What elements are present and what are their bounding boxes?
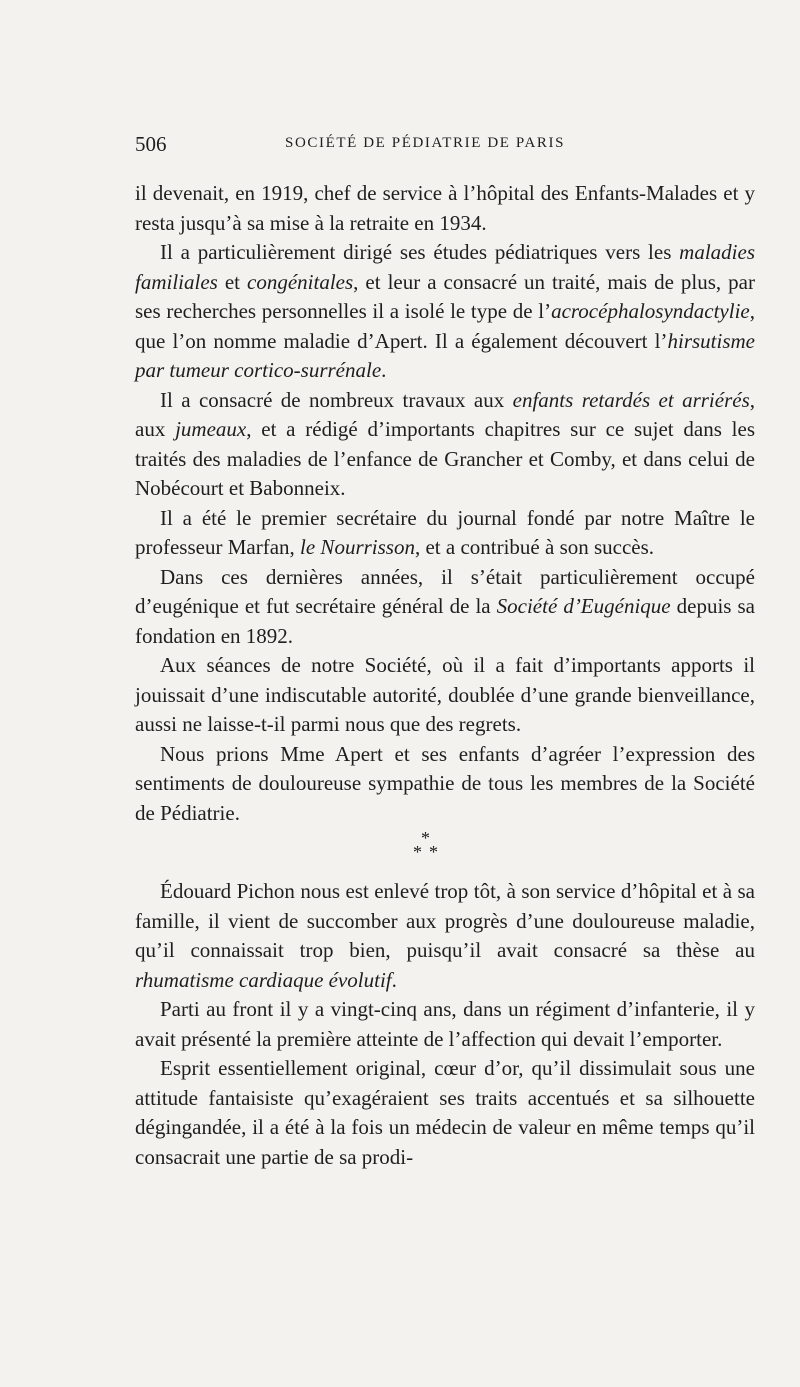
text-run: , aux xyxy=(135,387,755,441)
text-run: Esprit essentiellement original, cœur d’or, qu’il dissimulait sous une attitude fantaisiste qu’exagéraient ses traits accentués et sa silhouette dégingandée, il a été à la fois un médecin de valeur en même temps qu’il consacrait une partie de sa prodi- xyxy=(135,1056,755,1169)
italic-text: hirsutisme par tumeur cortico-surrénale xyxy=(135,328,755,382)
text-run: Dans ces dernières années, il s’était particulièrement occupé d’eugénique et fut secrétaire général de la xyxy=(135,564,755,618)
paragraph xyxy=(135,179,755,238)
text-run: Édouard Pichon nous est enlevé trop tôt, à son service d’hôpital et à sa famille, il vient de succomber aux progrès d’une douloureuse maladie, qu’il connaissait trop bien, puisqu’il avait consacré sa thèse au xyxy=(135,879,755,962)
italic-text: maladies familiales xyxy=(135,240,755,294)
italic-text: acrocéphalosyndactylie xyxy=(551,299,750,323)
paragraph xyxy=(135,386,755,504)
text-run: , et a contribué à son succès. xyxy=(414,535,655,559)
body-text xyxy=(135,179,755,1172)
page-number: 506 xyxy=(135,132,167,156)
text-run: . xyxy=(391,967,397,992)
text-run: , et leur a consacré un traité, mais de plus, par ses recherches personnelles il a isolé le type de l’ xyxy=(135,269,755,323)
running-title: SOCIÉTÉ DE PÉDIATRIE DE PARIS xyxy=(285,135,566,151)
paragraph xyxy=(135,651,755,740)
text-run: Aux séances de notre Société, où il a fait d’importants apports il jouissait d’une indiscutable autorité, doublée d’une grande bienveillance, aussi ne laisse-t-il parmi nous que des regrets. xyxy=(135,653,755,736)
text-run: Nous prions Mme Apert et ses enfants d’agréer l’expression des sentiments de douloureuse sympathie de tous les membres de la Société de Pédiatrie. xyxy=(135,741,755,825)
paragraph xyxy=(135,238,755,386)
paragraph xyxy=(135,995,755,1054)
section-separator xyxy=(135,830,755,864)
text-run: Il a particulièrement dirigé ses études pédiatriques vers les xyxy=(160,240,680,264)
text-run: Il a consacré de nombreux travaux aux xyxy=(160,387,513,412)
asterism-star: * xyxy=(429,842,438,862)
paragraph xyxy=(135,877,755,995)
text-run: Parti au front il y a vingt-cinq ans, dans un régiment d’infanterie, il y avait présenté la première atteinte de l’affection qui devait l’emporter. xyxy=(135,997,755,1051)
page-header xyxy=(135,132,755,158)
text-run: , que l’on nomme maladie d’Apert. Il a également découvert l’ xyxy=(135,299,755,353)
italic-text: enfants retardés et arriérés xyxy=(512,387,750,412)
text-run: , et a rédigé d’importants chapitres sur ce sujet dans les traités des maladies de l’enfance de Grancher et Comby, et dans celui de Nobécourt et Babonneix. xyxy=(135,417,755,500)
italic-text: le Nourrisson xyxy=(300,535,415,559)
italic-text: congénitales xyxy=(247,269,354,294)
asterism-star: * xyxy=(421,828,430,848)
text-run: Il a été le premier secrétaire du journal fondé par notre Maître le professeur Marfan, xyxy=(135,505,755,559)
asterism-star: * xyxy=(413,842,422,862)
text-run: il devenait, en 1919, chef de service à l’hôpital des Enfants-Malades et y resta jusqu’à sa mise à la retraite en 1934. xyxy=(135,181,755,235)
text-run: . xyxy=(381,358,387,382)
text-run: depuis sa fondation en 1892. xyxy=(135,594,755,648)
paragraph xyxy=(135,563,755,652)
paragraph xyxy=(135,740,755,829)
italic-text: jumeaux xyxy=(175,417,247,441)
paragraph xyxy=(135,1054,755,1172)
italic-text: rhumatisme cardiaque évolutif xyxy=(135,967,392,992)
text-run: et xyxy=(217,269,248,294)
italic-text: Société d’Eugénique xyxy=(496,594,671,618)
paragraph xyxy=(135,504,755,563)
